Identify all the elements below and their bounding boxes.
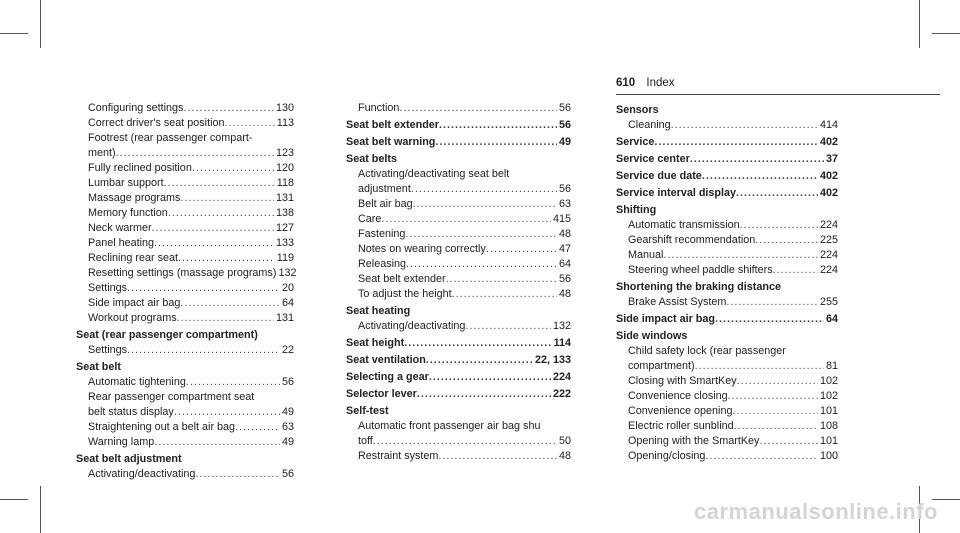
index-entry [616, 295, 838, 310]
leader-dots [695, 359, 824, 374]
index-entry [616, 359, 838, 374]
index-entry [616, 263, 838, 278]
leader-dots [728, 389, 818, 404]
index-entry [76, 131, 294, 146]
index-entry [346, 272, 571, 287]
index-entry [76, 221, 294, 236]
index-heading [346, 370, 571, 385]
entry-label: Seat belt extender [346, 119, 440, 131]
entry-label: Settings [88, 344, 128, 356]
page-reference: 132 [552, 320, 571, 332]
leader-dots [737, 374, 818, 389]
entry-label: Fastening [358, 228, 406, 240]
entry-label: Panel heating [88, 237, 155, 249]
index-column-2 [346, 101, 571, 464]
entry-label: Restraint system [358, 450, 439, 462]
entry-label: toff [358, 435, 373, 447]
index-heading [616, 329, 838, 344]
index-entry [76, 236, 294, 251]
page-reference: 415 [552, 213, 571, 225]
index-heading [616, 169, 838, 184]
leader-dots [759, 434, 818, 449]
entry-label: Care [358, 213, 382, 225]
entry-label: Convenience closing [628, 390, 728, 402]
page-reference: 64 [281, 297, 294, 309]
crop-mark [0, 499, 28, 500]
index-heading [346, 135, 571, 150]
leader-dots [195, 467, 280, 482]
page-reference: 63 [281, 421, 294, 433]
index-entry [76, 101, 294, 116]
page-reference: 81 [825, 360, 838, 372]
leader-dots [736, 186, 818, 201]
leader-dots [180, 296, 280, 311]
entry-label: Sensors [616, 104, 659, 116]
entry-label: Side impact air bag [88, 297, 181, 309]
entry-label: Shifting [616, 204, 657, 216]
index-entry [346, 182, 571, 197]
index-heading [76, 328, 294, 343]
leader-dots [690, 152, 824, 167]
leader-dots [755, 233, 818, 248]
index-entry [76, 191, 294, 206]
page-reference: 402 [819, 170, 838, 182]
page-reference: 402 [819, 136, 838, 148]
leader-dots [734, 419, 818, 434]
page-reference: 49 [281, 406, 294, 418]
index-entry [616, 233, 838, 248]
entry-label: Gearshift recommendation [628, 234, 756, 246]
page-reference: 64 [825, 313, 838, 325]
leader-dots [446, 272, 557, 287]
index-heading [616, 186, 838, 201]
entry-label: Neck warmer [88, 222, 152, 234]
index-entry [346, 449, 571, 464]
entry-label: adjustment [358, 183, 411, 195]
page-reference: 48 [558, 288, 571, 300]
page-reference: 48 [558, 450, 571, 462]
entry-label: Releasing [358, 258, 407, 270]
leader-dots [435, 135, 557, 150]
index-entry [76, 311, 294, 326]
leader-dots [732, 404, 818, 419]
leader-dots [186, 375, 280, 390]
leader-dots [438, 449, 557, 464]
entry-label: Closing with SmartKey [628, 375, 737, 387]
leader-dots [183, 101, 274, 116]
entry-label: Automatic front passenger air bag shu [358, 420, 541, 432]
leader-dots [486, 242, 557, 257]
entry-label: Convenience opening [628, 405, 733, 417]
entry-label: Selecting a gear [346, 371, 429, 383]
page-reference: 222 [552, 388, 571, 400]
entry-label: Self-test [346, 405, 389, 417]
leader-dots [465, 319, 551, 334]
page-reference: 131 [275, 192, 294, 204]
page-reference: 48 [558, 228, 571, 240]
leader-dots [405, 227, 557, 242]
index-heading [76, 360, 294, 375]
index-entry [76, 405, 294, 420]
crop-mark [932, 33, 960, 34]
page-reference: 138 [275, 207, 294, 219]
leader-dots [663, 248, 818, 263]
leader-dots [224, 116, 274, 131]
entry-label: Child safety lock (rear passenger [628, 345, 786, 357]
index-entry [346, 419, 571, 434]
entry-label: Seat height [346, 337, 405, 349]
leader-dots [671, 118, 818, 133]
page-header [616, 77, 675, 89]
leader-dots [127, 343, 280, 358]
entry-label: belt status display [88, 406, 174, 418]
page-reference: 127 [275, 222, 294, 234]
leader-dots [154, 435, 280, 450]
index-entry [76, 116, 294, 131]
leader-dots [702, 169, 818, 184]
index-entry [76, 161, 294, 176]
entry-label: Selector lever [346, 388, 417, 400]
leader-dots [406, 257, 557, 272]
page-reference: 119 [276, 252, 294, 264]
index-heading [346, 152, 571, 167]
index-entry [76, 176, 294, 191]
page-reference: 49 [281, 436, 294, 448]
entry-label: Configuring settings [88, 102, 184, 114]
index-entry [616, 374, 838, 389]
index-entry [346, 434, 571, 449]
entry-label: Brake Assist System [628, 296, 727, 308]
index-entry [76, 251, 294, 266]
entry-label: Seat belt adjustment [76, 453, 182, 465]
index-entry [346, 319, 571, 334]
entry-label: Cleaning [628, 119, 671, 131]
index-column-3 [616, 101, 838, 464]
page-reference: 224 [552, 371, 571, 383]
index-entry [346, 101, 571, 116]
index-heading [616, 103, 838, 118]
entry-label: Service interval display [616, 187, 737, 199]
leader-dots [715, 312, 824, 327]
leader-dots [705, 449, 818, 464]
page-reference: 22 [281, 344, 294, 356]
entry-label: Resetting settings (massage programs) [88, 267, 277, 279]
page-reference: 255 [819, 296, 838, 308]
page-reference: 414 [819, 119, 838, 131]
entry-label: ment) [88, 147, 116, 159]
crop-mark [0, 33, 28, 34]
crop-mark [40, 0, 41, 48]
entry-label: Automatic tightening [88, 376, 186, 388]
section-title: Index [646, 77, 675, 89]
index-heading [346, 118, 571, 133]
index-heading [346, 304, 571, 319]
entry-label: Workout programs [88, 312, 177, 324]
watermark: carmanualsonline.info [694, 499, 938, 524]
leader-dots [168, 206, 274, 221]
index-entry [346, 167, 571, 182]
page-reference: 56 [281, 468, 294, 480]
entry-label: Seat belts [346, 153, 398, 165]
leader-dots [411, 182, 557, 197]
index-entry [616, 248, 838, 263]
index-heading [76, 452, 294, 467]
index-entry [346, 257, 571, 272]
leader-dots [373, 434, 557, 449]
leader-dots [426, 353, 533, 368]
leader-dots [399, 101, 557, 116]
leader-dots [417, 387, 551, 402]
page-reference: 102 [819, 375, 838, 387]
index-heading [346, 353, 571, 368]
leader-dots [439, 118, 557, 133]
entry-label: Activating/deactivating [358, 320, 466, 332]
page-reference: 113 [276, 117, 294, 129]
entry-label: Seat heating [346, 305, 411, 317]
crop-mark [40, 486, 41, 533]
index-heading [346, 387, 571, 402]
page-reference: 402 [819, 187, 838, 199]
index-entry [76, 206, 294, 221]
leader-dots [180, 191, 274, 206]
page-reference: 132 [278, 267, 297, 279]
leader-dots [773, 263, 818, 278]
index-entry [616, 389, 838, 404]
index-entry [616, 419, 838, 434]
index-entry [616, 449, 838, 464]
index-entry [76, 467, 294, 482]
entry-label: Settings [88, 282, 128, 294]
entry-label: Side windows [616, 330, 688, 342]
entry-label: Massage programs [88, 192, 181, 204]
entry-label: Memory function [88, 207, 168, 219]
page-reference: 133 [275, 237, 294, 249]
header-rule [616, 94, 940, 95]
entry-label: Seat ventilation [346, 354, 426, 366]
entry-label: Belt air bag [358, 198, 413, 210]
leader-dots [177, 311, 274, 326]
index-entry [616, 434, 838, 449]
index-entry [76, 281, 294, 296]
entry-label: Steering wheel paddle shifters [628, 264, 773, 276]
entry-label: Opening with the SmartKey [628, 435, 760, 447]
index-entry [76, 296, 294, 311]
page-reference: 22, 133 [534, 354, 571, 366]
entry-label: Correct driver's seat position [88, 117, 225, 129]
leader-dots [164, 176, 275, 191]
page-reference: 50 [558, 435, 571, 447]
entry-label: Seat belt warning [346, 136, 436, 148]
page-reference: 56 [558, 183, 571, 195]
page-reference: 64 [558, 258, 571, 270]
index-entry [616, 218, 838, 233]
entry-label: Rear passenger compartment seat [88, 391, 255, 403]
leader-dots [740, 218, 818, 233]
index-entry [346, 287, 571, 302]
index-heading [346, 336, 571, 351]
index-entry [76, 343, 294, 358]
leader-dots [452, 287, 557, 302]
entry-label: Shortening the braking distance [616, 281, 781, 293]
crop-mark [919, 0, 920, 48]
leader-dots [154, 236, 274, 251]
entry-label: Seat belt [76, 361, 122, 373]
entry-label: Service [616, 136, 655, 148]
index-column-1 [76, 101, 297, 482]
entry-label: compartment) [628, 360, 695, 372]
index-entry [346, 197, 571, 212]
page-reference: 225 [819, 234, 838, 246]
page-reference: 118 [276, 177, 294, 189]
entry-label: Manual [628, 249, 664, 261]
index-heading [616, 203, 838, 218]
page-reference: 20 [281, 282, 294, 294]
page-reference: 56 [558, 102, 571, 114]
entry-label: To adjust the height [358, 288, 452, 300]
leader-dots [654, 135, 818, 150]
page-reference: 49 [558, 136, 571, 148]
index-entry [76, 146, 294, 161]
index-heading [616, 135, 838, 150]
entry-label: Footrest (rear passenger compart- [88, 132, 253, 144]
page-number: 610 [616, 77, 636, 89]
page-reference: 123 [275, 147, 294, 159]
page-reference: 224 [819, 219, 838, 231]
page-reference: 114 [553, 337, 571, 349]
index-entry [76, 420, 294, 435]
entry-label: Function [358, 102, 400, 114]
leader-dots [192, 161, 274, 176]
entry-label: Seat (rear passenger compartment) [76, 329, 258, 341]
page-reference: 47 [558, 243, 571, 255]
leader-dots [178, 251, 275, 266]
page-reference: 131 [275, 312, 294, 324]
leader-dots [127, 281, 280, 296]
entry-label: Seat belt extender [358, 273, 446, 285]
index-heading [346, 404, 571, 419]
page-reference: 224 [819, 264, 838, 276]
index-entry [76, 266, 297, 281]
page-reference: 224 [819, 249, 838, 261]
entry-label: Service center [616, 153, 690, 165]
leader-dots [116, 146, 274, 161]
entry-label: Lumbar support [88, 177, 164, 189]
page-reference: 100 [819, 450, 838, 462]
index-heading [616, 280, 838, 295]
index-heading [616, 312, 838, 327]
page-reference: 37 [825, 153, 838, 165]
index-entry [346, 227, 571, 242]
leader-dots [152, 221, 274, 236]
entry-label: Activating/deactivating seat belt [358, 168, 510, 180]
index-entry [616, 404, 838, 419]
page-reference: 101 [819, 435, 838, 447]
index-entry [76, 375, 294, 390]
leader-dots [429, 370, 551, 385]
entry-label: Straightening out a belt air bag [88, 421, 236, 433]
leader-dots [235, 420, 280, 435]
page-reference: 130 [275, 102, 294, 114]
entry-label: Opening/closing [628, 450, 706, 462]
leader-dots [174, 405, 280, 420]
leader-dots [381, 212, 551, 227]
leader-dots [413, 197, 557, 212]
page-reference: 102 [819, 390, 838, 402]
page-reference: 56 [281, 376, 294, 388]
page-reference: 56 [558, 119, 571, 131]
index-entry [76, 390, 294, 405]
index-heading [616, 152, 838, 167]
entry-label: Automatic transmission [628, 219, 740, 231]
page-reference: 56 [558, 273, 571, 285]
entry-label: Notes on wearing correctly [358, 243, 486, 255]
index-entry [346, 242, 571, 257]
entry-label: Reclining rear seat [88, 252, 179, 264]
leader-dots [726, 295, 818, 310]
index-entry [616, 344, 838, 359]
index-entry [76, 435, 294, 450]
page-reference: 63 [558, 198, 571, 210]
index-entry [346, 212, 571, 227]
entry-label: Electric roller sunblind [628, 420, 734, 432]
leader-dots [404, 336, 551, 351]
entry-label: Service due date [616, 170, 702, 182]
index-entry [616, 118, 838, 133]
entry-label: Warning lamp [88, 436, 155, 448]
page-reference: 108 [819, 420, 838, 432]
page-reference: 101 [819, 405, 838, 417]
entry-label: Side impact air bag [616, 313, 716, 325]
page-reference: 120 [275, 162, 294, 174]
entry-label: Fully reclined position [88, 162, 192, 174]
entry-label: Activating/deactivating [88, 468, 196, 480]
